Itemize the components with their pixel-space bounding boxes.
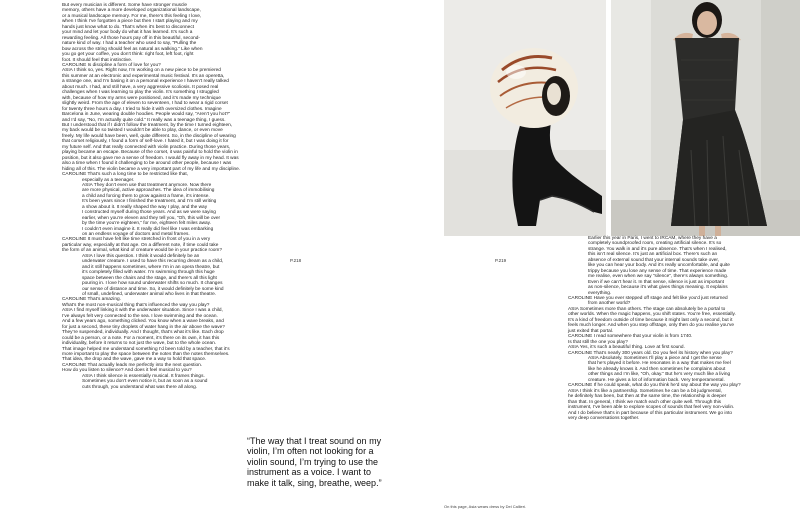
text-line: cuts through, you understand what was there all along. bbox=[82, 384, 198, 390]
text-line: I’ve always felt very connected to the sea. I love swimming and the ocean. bbox=[62, 313, 218, 319]
text-line: absence of external sound that your internal sounds take over, bbox=[588, 257, 719, 263]
text-line: like you can hear your body. And it’s really uncomfortable, and quite bbox=[588, 263, 730, 269]
text-line: challenges when I was learning to play the violin. It’s something I struggled bbox=[62, 90, 219, 96]
text-line: ASIA I love this question. I think it would definitely be an bbox=[82, 253, 200, 259]
text-line: other things and I’m like, “Oh, okay.” But he’s very much like a living bbox=[588, 372, 731, 378]
text-line: playing became an escape. Because of the corset, it was painful to hold the violin in bbox=[62, 150, 238, 156]
text-line: and it still happens sometimes, where I’m in an opera theatre, but bbox=[82, 264, 220, 270]
photo-caption: On this page, Asia wears dress by Del Callieri. bbox=[444, 504, 527, 509]
right-text-column bbox=[568, 236, 768, 421]
text-line: also a time when I found it challenging to be around other people, because I was bbox=[62, 161, 232, 167]
text-line: on an endless voyage of doctors and metal frames. bbox=[82, 232, 190, 238]
text-line: for just a second, these tiny droplets of water hang in the air above the wave? bbox=[62, 324, 225, 330]
text-line: completely soundproofed room, creating artificial silence. It’s so bbox=[588, 241, 722, 247]
text-line: trippy because you lose any sense of time. That experience made bbox=[588, 268, 727, 274]
text-line: that he’s played it before. He resonates in a way that makes me feel bbox=[588, 361, 731, 367]
text-line: everything. bbox=[588, 290, 612, 296]
page-number-left: P.218 bbox=[290, 258, 302, 263]
text-line: very deep conversations together. bbox=[568, 415, 640, 421]
text-line: me realise, even when we say “silence”, there’s always something. bbox=[588, 274, 729, 280]
text-line: individuality, before it returns to not just the wave, but to the whole ocean. bbox=[62, 341, 217, 347]
text-line: And I do believe that’s in part because of this particular instrument. We go into bbox=[568, 410, 733, 416]
nautilus-boot-photo bbox=[444, 0, 606, 236]
text-line: Earlier this year in Paris, I went to IRCAM, where they have a bbox=[588, 236, 717, 241]
text-line: slightly weird. From the age of eleven to seventeen, I had to wear a rigid corset bbox=[62, 101, 228, 107]
text-line: other worlds. When the magic happens, you shift states. You’re free, essentially. bbox=[568, 312, 736, 318]
text-line: CAROLINE That’s amazing. bbox=[62, 297, 121, 303]
text-line: this isn’t real silence. It’s just an artificial box. There’s such an bbox=[588, 252, 718, 258]
text-line: Sometimes you don’t even notice it, but as soon as a sound bbox=[82, 379, 208, 385]
text-line: creature. He gives a lot of information back. Very temperamental. bbox=[588, 377, 725, 383]
text-line: particular way, especially at that age. On a different note, if time could take bbox=[62, 242, 219, 248]
text-line: by the time you’re eighteen,” for me, eighteen felt miles away. bbox=[82, 221, 212, 227]
text-line: CAROLINE That actually leads me perfectly into the next question. bbox=[62, 362, 203, 368]
text-line: ASIA They don’t even use that treatment anymore. Now there bbox=[82, 182, 212, 188]
text-line: for twenty three hours a day. I tried to hide it with oversized clothes. Imagine bbox=[62, 106, 222, 112]
text-line: bow across the string should feel as natural as walking.” Like when bbox=[62, 46, 203, 52]
text-line: hiding all of this. The violin became a very important part of my life and my discipline. bbox=[62, 166, 241, 172]
text-line: with, because of how my arms were positioned, and it’s made my technique bbox=[62, 95, 221, 101]
text-line: just exited that portal. bbox=[568, 328, 614, 334]
text-line: this summer at an electronic and experimental music festival. It’s an operetta, bbox=[62, 73, 225, 79]
text-line: foot. It should feel that instinctive. bbox=[62, 57, 133, 63]
text-line: underwater creature. I used to have this recurring dream as a child, bbox=[82, 259, 224, 265]
text-line: What’s the most non-musical thing that’s influenced the way you play? bbox=[62, 302, 210, 308]
text-line: pouring in. I love how sound underwater shifts so much. It changes bbox=[82, 281, 223, 287]
text-line: than that. In general, I think we match each other quite well. Through this bbox=[568, 399, 722, 405]
text-line: memory, others have a more developed organizational landscape, bbox=[62, 8, 201, 14]
text-line: that corset religiously, I found a form of self-love. I hated it, but I was doing it for bbox=[62, 139, 229, 145]
text-line: ASIA I find myself linking it with the underwater situation. Since I was a child, bbox=[62, 308, 223, 314]
text-line: freely. My life would have been, well, quite different. So, in the discipline of wearing bbox=[62, 133, 236, 139]
text-line: are more physical, active approaches. The idea of immobilising bbox=[82, 188, 215, 194]
portrait-photo bbox=[611, 0, 800, 236]
text-line: They’re suspended, individually. And I thought, that’s what it’s like. Each drop bbox=[62, 330, 224, 336]
text-line: more important to play the space between the notes than the notes themselves. bbox=[62, 352, 230, 357]
text-line: I couldn’t even imagine it. It really did feel like I was embarking bbox=[82, 226, 214, 232]
page-number-right: P.219 bbox=[495, 258, 507, 263]
text-line: space between the chairs and the stage, and there’s all this light bbox=[82, 275, 217, 281]
woman-in-dress-illustration bbox=[611, 0, 800, 236]
text-line: or a musical landscape memory. For me, there’s this feeling I love, bbox=[62, 13, 202, 19]
text-line: But I understood that if I didn’t follow the treatment, by the time I turned eighteen, bbox=[62, 122, 233, 128]
text-line: CAROLINE I read somewhere that your violin is from 1740. bbox=[568, 334, 693, 340]
text-line: CAROLINE Is discipline a form of love for you? bbox=[62, 62, 161, 68]
text-line: a strange one, and I’m basing it on a personal experience I haven’t really talked bbox=[62, 79, 229, 85]
text-line: from another world? bbox=[588, 301, 631, 307]
text-line: ASIA Absolutely. Sometimes I’ll play a piece and I get the sense bbox=[588, 355, 722, 361]
text-line: ASIA I think silence is essentially musical. It frames things. bbox=[82, 373, 205, 379]
text-line: CAROLINE That’s nearly 300 years old. Do you feel its history when you play? bbox=[568, 350, 733, 356]
text-line: Is that still the one you play? bbox=[568, 339, 628, 345]
text-line: Barcelona in June, wearing double hoodies. People would say, “Aren’t you hot?” bbox=[62, 112, 231, 118]
text-line: CAROLINE Have you ever stepped off stage and felt like you’d just returned bbox=[568, 295, 728, 301]
text-line: the form of an animal, what kind of creature would be in your practice room? bbox=[62, 248, 222, 254]
text-line: your mind and let your body do what it has learned. It’s such a bbox=[62, 30, 193, 36]
text-line: and I’d say, “No, I’m actually quite cold.” It really was a teenage thing, I guess. bbox=[62, 117, 226, 123]
text-line: I constructed myself during those years. And as we were saying bbox=[82, 210, 216, 216]
left-text-column bbox=[62, 3, 287, 390]
text-line: like he already knows it. And then sometimes he complains about bbox=[588, 366, 726, 372]
text-line: hands just know what to do. That’s when it’s best to disconnect bbox=[62, 24, 195, 30]
text-line: ASIA Yes, it’s such a beautiful thing. Love at first sound. bbox=[568, 345, 685, 351]
text-line: feels much longer. And when you step offstage, only then do you realise you’ve bbox=[568, 323, 735, 329]
text-line: he definitely has been, but then at the same time, the relationship is deeper bbox=[568, 394, 727, 400]
text-line: when I think I’ve forgotten a piece but then I start playing and my bbox=[62, 19, 198, 25]
text-line: you go get your coffee, you don’t think: right foot, left foot, right bbox=[62, 52, 194, 58]
text-line: as non-silence, because it’s what gives things meaning. It explains bbox=[588, 285, 728, 291]
text-line: a show about it. It really shaped the way I play, and the way bbox=[82, 204, 208, 210]
nautilus-boot-illustration bbox=[444, 0, 606, 236]
text-line: CAROLINE It must have felt like time stretched in front of you in a very bbox=[62, 237, 211, 243]
text-line: It’s a kind of freedom outside of time because it might last only a second, but it bbox=[568, 317, 733, 323]
text-line: my future self. And that really connected with violin practice. During those years, bbox=[62, 144, 231, 150]
text-line: CAROLINE If he could speak, what do you think he’d say about the way you play? bbox=[568, 383, 741, 389]
text-line: ASIA I think so, yes. Right now, I’m working on a new piece to be premiered bbox=[62, 68, 221, 74]
text-line: That image helped me understand something I’d been told by a teacher, that it’s bbox=[62, 346, 230, 352]
text-line: could be a person, or a note. For a moment, it’s there on its own, it has this bbox=[62, 335, 220, 341]
text-line: instrument, I’ve been able to explore scopes of sounds that feel very non-violin. bbox=[568, 405, 735, 411]
text-line: How do you listen to silence? And does it feel musical to you? bbox=[62, 368, 192, 374]
text-line: strange. You walk in and it’s pure absence. That’s when I realised, bbox=[588, 246, 727, 252]
text-line: it’s completely filled with water. I’m swimming through this huge bbox=[82, 270, 215, 276]
text-line: CAROLINE That’s such a long time to be restricted like that, bbox=[62, 172, 189, 178]
text-line: earlier, when you’re eleven and they tell you, “Oh, this will be over bbox=[82, 215, 221, 221]
text-line: about much. I had, and still have, a very aggressive scoliosis. It posed real bbox=[62, 84, 219, 90]
text-line: That idea, the drop and the wave, gave me a way to hold that space. bbox=[62, 357, 207, 363]
text-line: Even if we can’t hear it. In that sense, silence is just as important bbox=[588, 279, 724, 285]
text-line: especially as a teenager. bbox=[82, 177, 135, 183]
text-line: my back would be so twisted I wouldn’t be able to play, dance, or even move bbox=[62, 128, 223, 134]
text-line: our sense of distance and time. So, it would definitely be some kind bbox=[82, 286, 224, 292]
text-line: position, but it also gave me a sense of freedom. I would fly away in my head. It was bbox=[62, 155, 239, 161]
text-line: It’s been years since I finished the treatment, and I’m still writing bbox=[82, 199, 217, 205]
text-line: rewarding feeling. All those hours pay off in this beautiful, second- bbox=[62, 35, 201, 41]
text-line: ASIA I think it’s like a partnership. Sometimes he can be a bit judgmental, bbox=[568, 388, 722, 394]
pull-quote: “The way that I treat sound on my violin, I’m often not looking for a violin sound, I’m trying to use the instrument as a voice. I want to make it talk, sing, breathe, weep.” bbox=[247, 436, 382, 488]
text-line: nature kind of way. I had a teacher who used to say, “Pulling the bbox=[62, 41, 197, 47]
text-line: ASIA Sometimes more than others. The stage can absolutely be a portal to bbox=[568, 306, 726, 312]
text-line: a child and forcing them to grow against a frame, it’s intense. bbox=[82, 193, 210, 199]
text-line: But every musician is different. Some have stronger muscle bbox=[62, 3, 188, 8]
text-line: And a few years ago, something clicked. You know when a wave breaks, and bbox=[62, 319, 224, 325]
text-line: of small, undefined, underwater animal who lives in that theatre. bbox=[82, 292, 217, 298]
